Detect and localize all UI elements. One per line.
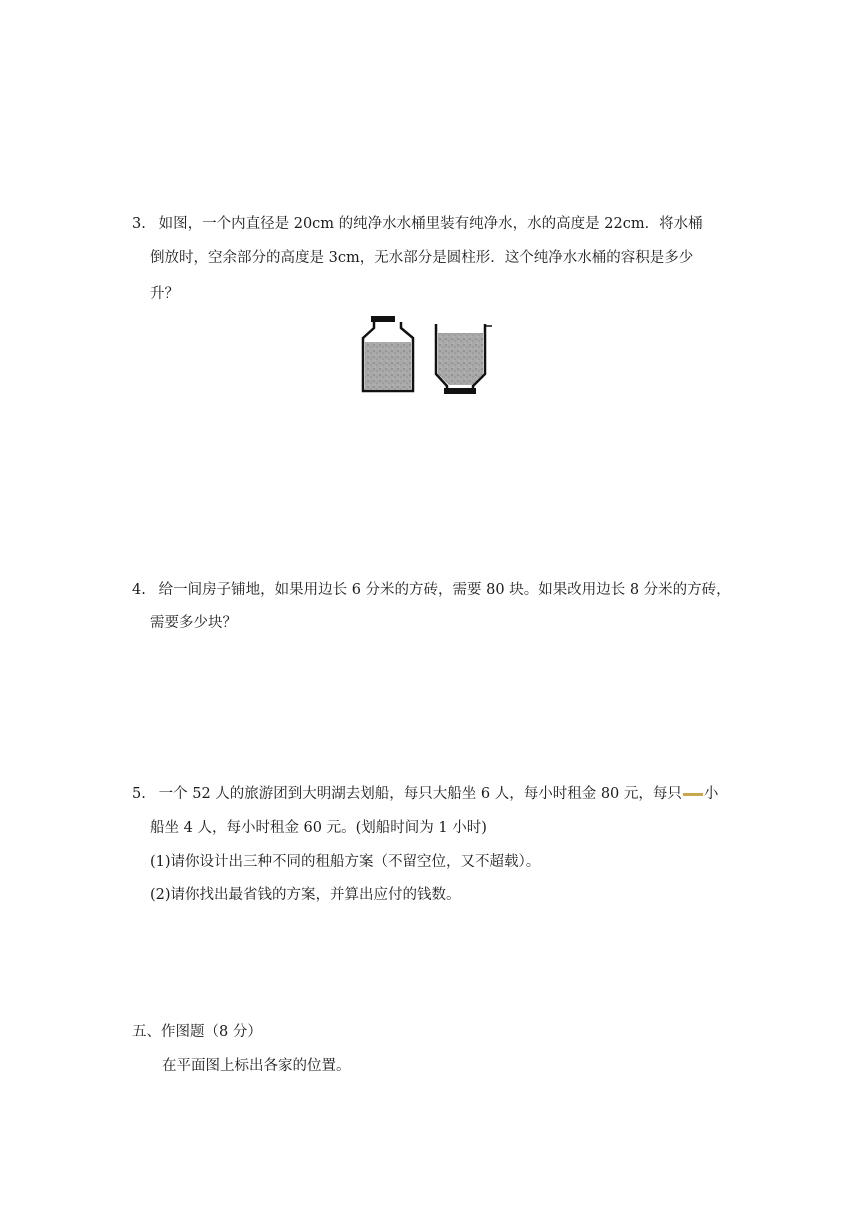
q5-number: 5. [132,786,146,802]
q5-line-2: 船坐 4 人，每小时租金 60 元。(划船时间为 1 小时) [150,820,487,836]
q4-line-2: 需要多少块？ [150,615,237,631]
q4-line-1 [132,580,731,600]
q5-sub-1: (1)请你设计出三种不同的租船方案（不留空位，又不超载）。 [150,854,541,870]
upright-bucket-cap [371,316,395,322]
q5-text-1a: 一个 52 人的旅游团到大明湖去划船，每只大船坐 6 人，每小时租金 80 元，每只 [158,786,682,802]
q3-line-1 [132,214,703,234]
q3-line-2: 倒放时，空余部分的高度是 3cm，无水部分是圆柱形．这个纯净水水桶的容积是多少 [150,250,694,266]
q5-line-1 [132,784,718,804]
upright-bucket [363,316,413,391]
q5-text-1b: 小 [703,786,719,802]
inverted-bucket [436,324,492,394]
q3-text-1: 如图，一个内直径是 20cm 的纯净水水桶里装有纯净水，水的高度是 22cm．将水桶 [158,216,703,232]
bucket-figure [355,314,500,396]
q4-text-1: 给一间房子铺地，如果用边长 6 分米的方砖，需要 80 块。如果改用边长 8 分米的方砖， [158,582,731,598]
q4-number: 4. [132,582,146,598]
highlight-mark [683,793,703,796]
q3-number: 3. [132,216,146,232]
q5-sub-2: (2)请你找出最省钱的方案，并算出应付的钱数。 [150,887,461,903]
section-heading: 五、作图题（8 分） [132,1024,262,1040]
inverted-bucket-cap [444,388,476,394]
q3-line-3: 升？ [150,286,179,302]
section-instruction: 在平面图上标出各家的位置。 [162,1058,351,1074]
